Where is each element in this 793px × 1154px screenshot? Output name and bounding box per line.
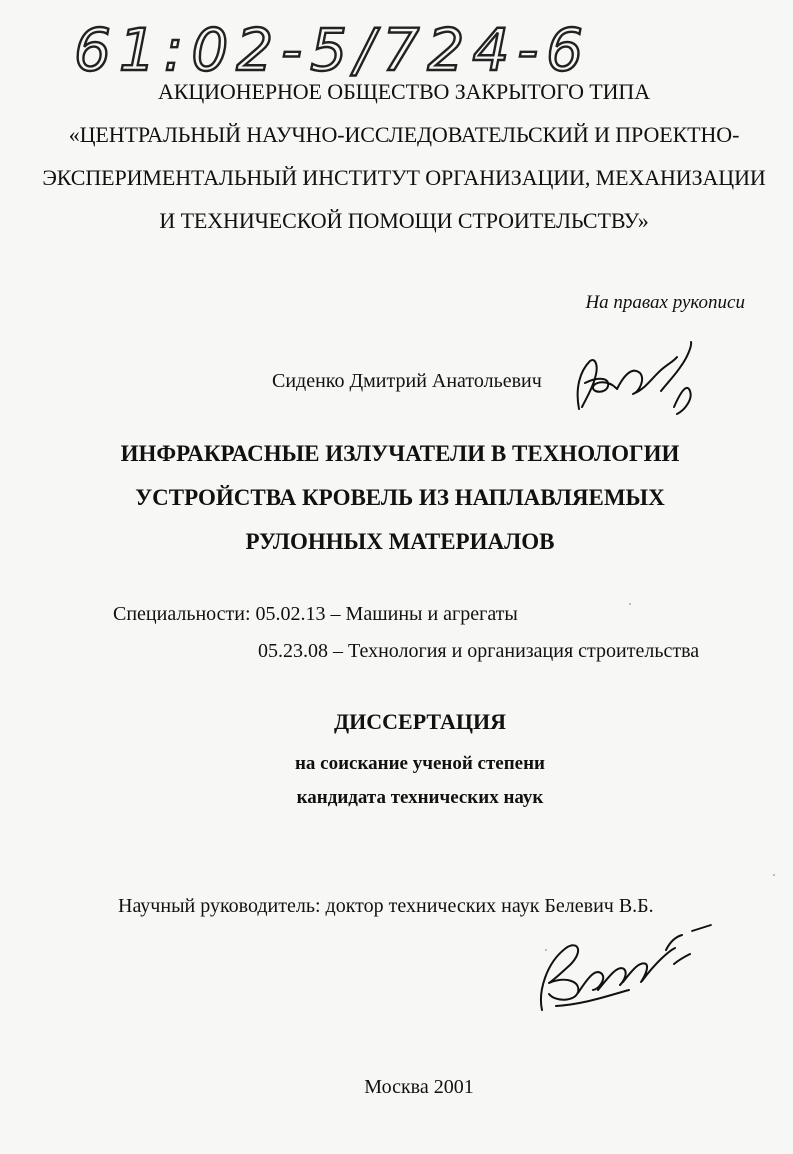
degree-line-2: кандидата технических наук <box>296 787 544 808</box>
specialty-line-1: Специальности: 05.02.13 – Машины и агрегаты <box>113 603 518 625</box>
organization-header <box>24 70 784 242</box>
organization-line-3: ЭКСПЕРИМЕНТАЛЬНЫЙ ИНСТИТУТ ОРГАНИЗАЦИИ, МЕХАНИЗАЦИИ <box>42 165 766 190</box>
scan-speck <box>545 949 547 951</box>
dissertation-topic <box>40 432 760 564</box>
dissertation-topic-line-2: УСТРОЙСТВА КРОВЕЛЬ ИЗ НАПЛАВЛЯЕМЫХ <box>135 485 665 510</box>
dissertation-topic-line-1: ИНФРАКРАСНЫЕ ИЗЛУЧАТЕЛИ В ТЕХНОЛОГИИ <box>120 441 680 466</box>
dissertation-topic-line-3: РУЛОННЫХ МАТЕРИАЛОВ <box>245 529 555 554</box>
author-signature <box>565 333 710 425</box>
scan-speck <box>773 874 775 876</box>
degree-statement <box>0 705 793 815</box>
scientific-supervisor: Научный руководитель: доктор технических наук Белевич В.Б. <box>118 895 654 917</box>
degree-line-1: на соискание ученой степени <box>294 753 545 774</box>
archive-number-text: 61:02-5/724-6 <box>74 16 592 84</box>
manuscript-note: На правах рукописи <box>585 292 745 313</box>
supervisor-signature <box>520 920 720 1030</box>
organization-line-2: «ЦЕНТРАЛЬНЫЙ НАУЧНО-ИССЛЕДОВАТЕЛЬСКИЙ И ПРОЕКТНО- <box>68 122 740 147</box>
scan-speck <box>629 603 631 605</box>
author-name: Сиденко Дмитрий Анатольевич <box>272 370 542 392</box>
organization-line-4: И ТЕХНИЧЕСКОЙ ПОМОЩИ СТРОИТЕЛЬСТВУ» <box>159 208 649 233</box>
dissertation-label: ДИССЕРТАЦИЯ <box>334 709 506 734</box>
city-and-year: Москва 2001 <box>364 1076 474 1098</box>
organization-line-1: АКЦИОНЕРНОЕ ОБЩЕСТВО ЗАКРЫТОГО ТИПА <box>157 79 651 104</box>
specialty-line-2: 05.23.08 – Технология и организация строительства <box>258 640 700 662</box>
